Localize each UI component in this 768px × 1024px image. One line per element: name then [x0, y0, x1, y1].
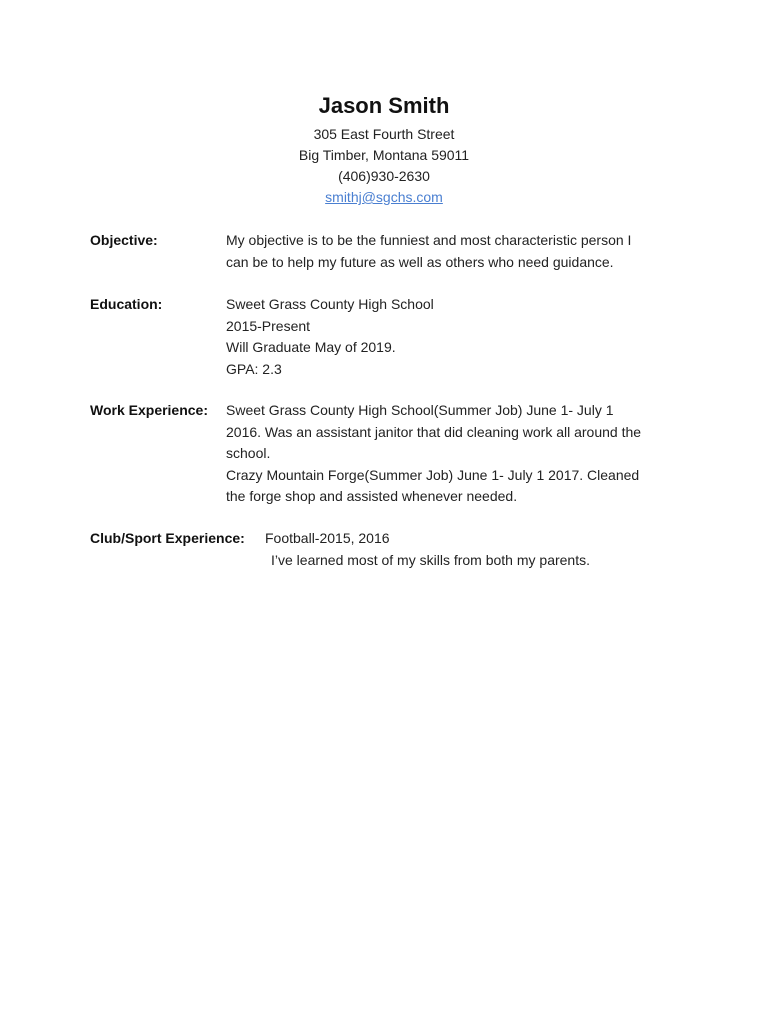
education-line: GPA: 2.3: [226, 360, 282, 377]
objective-content: [226, 230, 682, 273]
education-label: Education:: [90, 296, 163, 312]
work-line: school.: [226, 445, 271, 461]
objective-line: can be to help my future as well as others who need guidance.: [226, 253, 614, 270]
work-line: Sweet Grass County High School(Summer Job) June 1- July 1: [226, 402, 614, 418]
objective-label: Objective:: [90, 232, 158, 248]
work-line: Crazy Mountain Forge(Summer Job) June 1- July 1 2017. Cleaned: [226, 466, 640, 483]
education-line: Will Graduate May of 2019.: [226, 339, 396, 355]
work-line: the forge shop and assisted whenever needed.: [226, 488, 518, 504]
email-link[interactable]: smithj@sgchs.com: [325, 189, 443, 205]
education-line: 2015-Present: [226, 317, 311, 334]
club-sport-content: [265, 528, 685, 571]
address-street: 305 East Fourth Street: [313, 126, 455, 142]
address-city: Big Timber, Montana 59011: [298, 147, 470, 163]
work-experience-label: Work Experience:: [90, 402, 209, 418]
objective-line: My objective is to be the funniest and most characteristic person I: [226, 232, 632, 248]
work-experience-content: [226, 400, 682, 508]
club-line: I’ve learned most of my skills from both my parents.: [271, 551, 590, 568]
resume-header: [0, 92, 768, 208]
applicant-name: Jason Smith: [318, 93, 450, 118]
education-content: [226, 294, 682, 380]
education-line: Sweet Grass County High School: [226, 296, 434, 312]
club-line: Football-2015, 2016: [265, 530, 390, 546]
club-sport-label: Club/Sport Experience:: [90, 530, 245, 546]
work-line: 2016. Was an assistant janitor that did cleaning work all around the: [226, 423, 642, 440]
phone-number: (406)930-2630: [338, 168, 430, 184]
